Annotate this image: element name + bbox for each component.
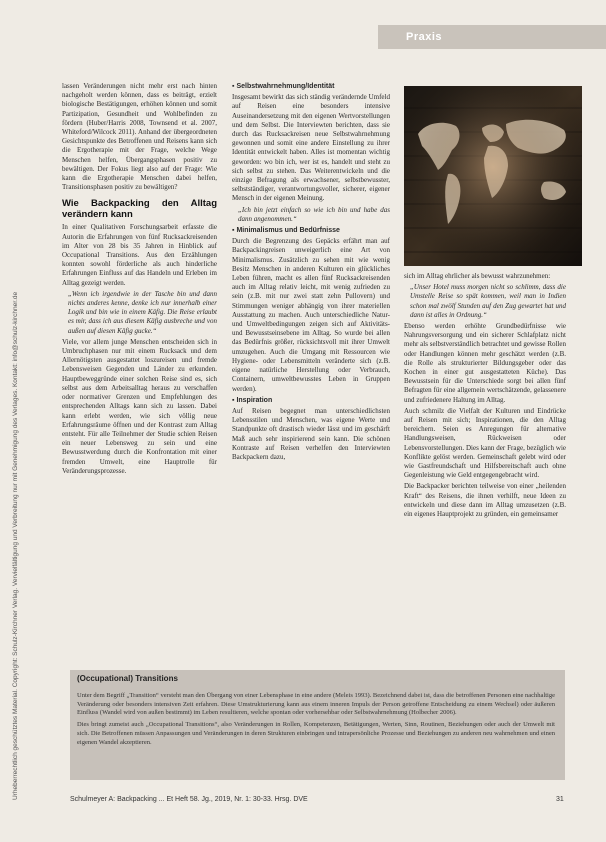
copyright-sidebar: Urheberrechtlich geschütztes Material. Copyright: Schulz-Kirchner Verlag. Vervielfältigung und Verbreitung nur mit Genehmigung des Verlages. Kontakt: info@schulz-kirchner.de	[12, 291, 19, 800]
page-number: 31	[556, 796, 564, 803]
paragraph: Durch die Begrenzung des Gepäcks erfährt man auf Backpackingreisen unweigerlich eine Art von Minimalismus. Zusätzlich zu sehen mit wie wenig Besitz Menschen in anderen Kulturen ein glückliches Leben führen, macht es allen fünf Rucksackreisenden auch im Alltag relativ leicht, mit wenig zufrieden zu sein (z.B. mit nur zwei statt zehn Pullovern) und Stimmungen weniger abhängig von ihrer materiellen Ausstattung zu machen. Auch unterschiedliche Natur- und Umweltbedingungen zeigen sich auf Aktivitäts- und Bewusstseinsebene im Alltag. So wurde bei allen das Bedürfnis größer, rücksichtsvoll mit ihrer Umwelt umzugehen. Auch die Umgang mit Ressourcen wie Hygiene- oder Lebensmitteln veränderte sich (z.B. eigene natürliche Herstellung oder Verbrauch, Containern, umweltbewusstes Leben in Gruppen werden).	[232, 237, 390, 393]
paragraph: Die Backpacker berichten teilweise von einer „heilenden Kraft“ des Reisens, die ihnen verhilft, neue Ideen zu entwickeln und diese dann im Alltag umzusetzen (z.B. ein eigenes Hauptprojekt zu gründen, ein gemeinsamer	[404, 482, 566, 519]
column-3	[404, 272, 566, 672]
section-tab	[378, 25, 606, 49]
bullet-heading-text: Minimalismus und Bedürfnisse	[236, 227, 340, 235]
section-heading: Wie Backpacking den Alltag verändern kann	[62, 198, 217, 221]
bullet-heading: ▪ Minimalismus und Bedürfnisse	[232, 227, 340, 235]
paragraph: Viele, vor allem junge Menschen entscheiden sich in Umbruchphasen nur mit einem Rucksack und dem Allernötigsten ausgestattet loszureisen und fremde Lebensweisen Gegenden und Länder zu erkunden. Hauptbeweggründe einer solchen Reise sind es, sich selbst aus dem Arbeitsalltag heraus zu verschaffen oder normativer Grenzen und Empfehlungen des entsprechenden Alltags kann sich zu lassen. Dabei kann erlebt werden, wie sich völlig neue Erfahrungsräume öffnen und der Kontrast zum Alltag entsteht. Für alle Teilnehmer der Studie schien Reisen ein neuer Lebensweg zu sein und eine Bewusstwerdung durch die Konfrontation mit einer fremden Umwelt, eine Hauptrolle für Veränderungsprozesse.	[62, 337, 217, 475]
footer-citation: Schulmeyer A: Backpacking ... Et Heft 58. Jg., 2019, Nr. 1: 30-33. Hrsg. DVE	[70, 796, 308, 803]
world-map-photo	[404, 86, 582, 266]
box-paragraph: Unter dem Begriff „Transition“ versteht man den Übergang von einer Lebensphase in eine andere (Meleis 1993). Bezeichnend dabei ist, dass die betroffenen Personen eine nachhaltige Veränderung oder besonders intensiven Zeit erfahren. Diese Umstrukturierung kann aus einem inneren Impuls der Person getroffene Entscheidung zu einem Wechsel) oder äußeren Einfluss (Wandel wird von außen bestimmt) im Leben resultieren, welche spontan oder vorhersehbar oder Selbstwahrnehmung (Holbecher 2006).	[77, 692, 555, 717]
paragraph: lassen Veränderungen nicht mehr erst nach hinten nachgeholt werden können, dass es beiträgt, erzielt biologische Bestätigungen, erhöhen können und somit Partizipation, Gesundheit und Wohlbefinden zu fördern (Huber/Harris 2008, Townsend et al. 2007, Whiteford/Wilcock 2011). Anhand der übergeordneten Gesichtspunkte des Betroffenen und Reisens kann sich die Ergotherapie mit der Frage, welche Wege Menschen helfen, Übergangsphasen positiv zu bewältigen. Der Fokus liegt also auf der Frage: Wie kann die Ergotherapie Menschen dabei helfen, Transitionsphasen positiv zu bewältigen?	[62, 82, 217, 192]
bullet-heading: ▪ Inspiration	[232, 396, 273, 404]
paragraph: Ebenso werden erhöhte Grundbedürfnisse wie Nahrungsversorgung und ein sicherer Schlafplatz nicht mehr als selbstverständlich betrachtet und gewisse Rollen oder Handlungen können mehr geschätzt werden (z.B. die Rolle als strukturierter Bildungsgeber oder das Kochen in einer gut ausgestatteten Küche). Das Bewusstsein für die Unterschiede sorgt bei allen fünf Befragten für eine allgemein wertschätzende, gelassenere und zufriedenere Haltung im Alltag.	[404, 322, 566, 404]
bullet-heading-text: Inspiration	[236, 396, 273, 404]
section-label: Praxis	[406, 31, 443, 43]
box-paragraph: Dies bringt zumeist auch „Occupational Transitions“, also Veränderungen in Rollen, Kompetenzen, Betätigungen, Werten, Sinn, Routinen, Beziehungen oder auch der Umwelt mit sich. Die Betroffenen müssen Anpassungen und Veränderungen in deren Strukturen einbringen und intrapersönliche Prozesse und Beziehungen zu anderen neu wahrnehmen und einen eigenen Wandel akzeptieren.	[77, 721, 555, 746]
transitions-info-box	[70, 670, 565, 780]
bullet-heading: ▪ Selbstwahrnehmung/Identität	[232, 83, 335, 90]
bullet-heading-text: Selbstwahrnehmung/Identität	[236, 83, 335, 90]
paragraph: Insgesamt bewirkt das sich ständig verändernde Umfeld auf Reisen eine besonders intensive Auseinandersetzung mit den eigenen Wertvorstellungen und dem Selbst. Die Interviewten berichten, dass sie durch das Rucksackreisen neue Selbstwahrnehmung gewonnen und somit eine andere Einstellung zu ihrer Identität entwickelt haben. Alles ist momentan wichtig geworden: wo bin ich, wer ist es, handelt und steht zu sich selbst zu stehen. Das Weiterentwickeln und die einzige Befragung als erwachsener, selbstbewusster, selbstständiger, verantwortungsvoller, sicherer, eigener Mensch in der eigenen Meinung.	[232, 93, 390, 203]
paragraph: Auf Reisen begegnet man unterschiedlichsten Lebensstilen und Menschen, was eigene Werte und Standpunkte oft drastisch wieder lässt und im geschärft Maß auch sehr inspirierend sein kann. Die schönen Kontraste auf Reisen verhelfen den Interviewten Backpackern dazu,	[232, 406, 390, 461]
paragraph: Auch schmilz die Vielfalt der Kulturen und Eindrücke auf Reisen mit sich; Inspirationen, die den Alltag bereichern. Seien es Anregungen für alternative Handlungsweisen, Rückweisen oder Lebensvorstellungen. Dies kann der Frage, bezüglich wie Konflikte gelöst werden. Gemeinschaft gelebt wird oder wie Gastfreundschaft und Hilfsbereitschaft auch ohne Gegenleistung wie Geld entgegengebracht wird.	[404, 406, 566, 480]
paragraph: sich im Alltag ehrlicher als bewusst wahrzunehmen:	[404, 272, 551, 280]
quote: „Ich bin jetzt einfach so wie ich bin und habe das dann angenommen.“	[238, 205, 390, 223]
column-1	[62, 82, 217, 672]
quote: „Wenn ich irgendwie in der Tasche bin und dann nichts anderes kenne, denke ich nur innerhalb einer Logik und bin wie in einem Käfig. Die Reise erlaubt es mir, dass ich aus diesem Käfig ausbreche und von außen auf diesen Käfig gucke.“	[68, 289, 217, 335]
quote: „Unser Hotel muss morgen nicht so schlimm, dass die Umstelle Reise so spät kommen, weil man in Indien schon mal zwölf Stunden auf den Zug gewartet hat und dann ist alles in Ordnung.“	[410, 283, 566, 319]
column-2	[232, 82, 390, 672]
paragraph: In einer Qualitativen Forschungsarbeit erfasste die Autorin die Erfahrungen von fünf Rucksackreisenden im Alter von 28 bis 35 Jahren in Hinblick auf Occupational Transitions. Aus den Erzählungen konnten sowohl förderliche als auch hinderliche Erfahrungen Einfluss auf das Handeln und Erleben im Alltag gezeigt werden.	[62, 223, 217, 287]
box-body	[77, 692, 555, 747]
box-title: (Occupational) Transitions	[77, 674, 178, 683]
